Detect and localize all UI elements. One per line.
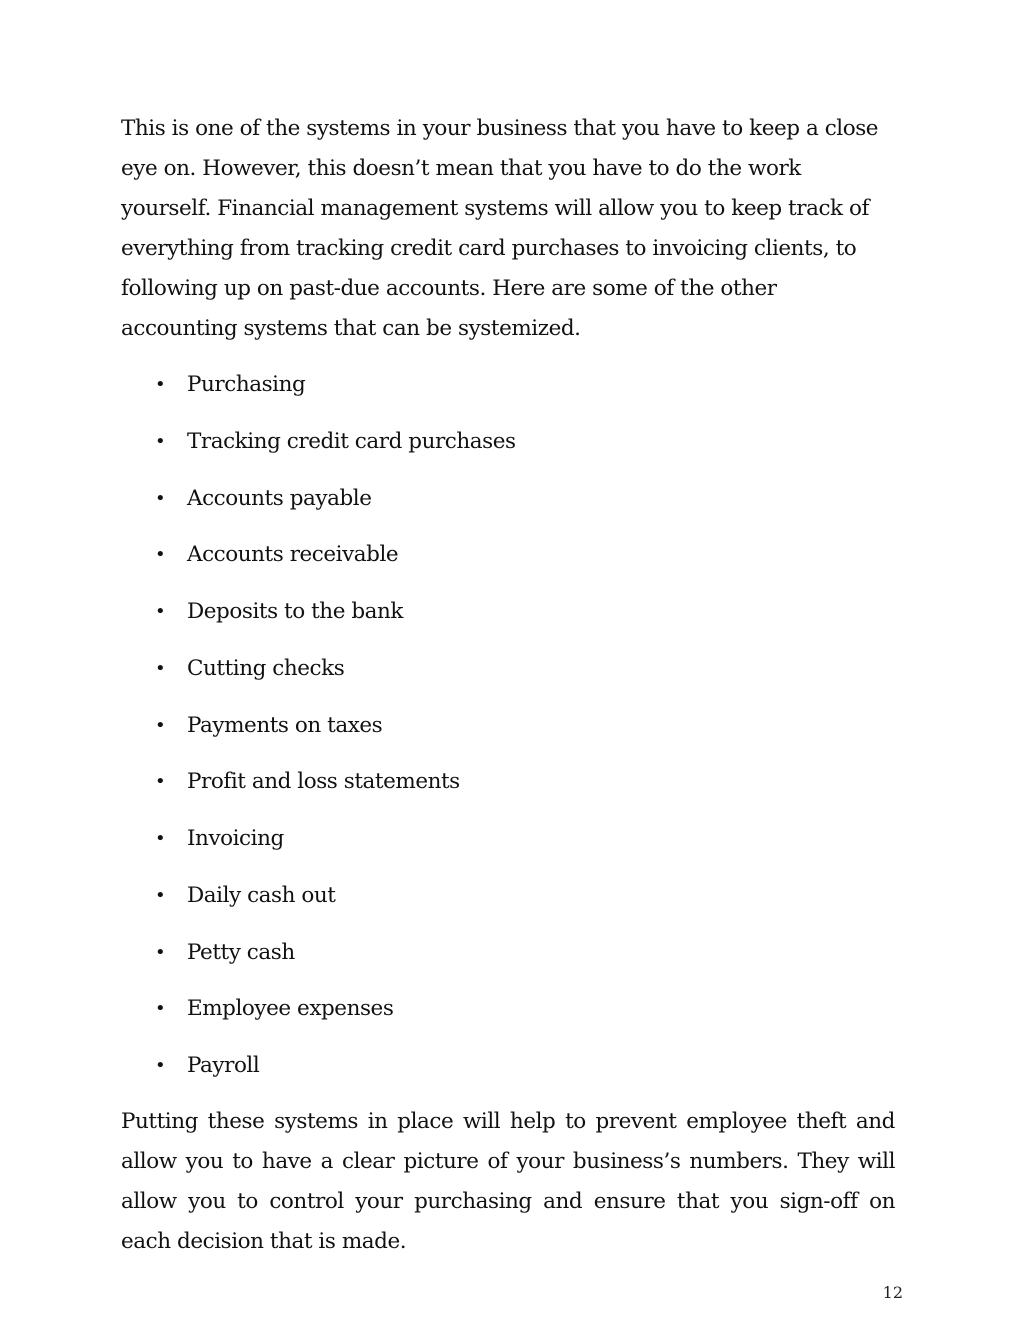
list-item: [0, 649, 1024, 706]
list-item-text: Petty cash: [187, 939, 295, 965]
list-item-text: Cutting checks: [187, 655, 345, 681]
list-item: [0, 1046, 1024, 1103]
list-item-text: Employee expenses: [187, 996, 394, 1022]
bullet-icon: •: [155, 374, 166, 395]
list-item-text: Deposits to the bank: [187, 599, 404, 624]
intro-paragraph: This is one of the systems in your business that you have to keep a close eye on. However, this doesn’t mean that you have to do the work yourself. Financial management systems will allow you to keep track of everything from tracking credit card purchases to invoicing clients, to following up on past-due accounts. Here are some of the other accounting systems that can be systemized.: [121, 116, 879, 341]
bullet-icon: •: [155, 998, 166, 1020]
list-item: [0, 876, 1024, 933]
bullet-icon: •: [155, 601, 166, 622]
list-item-text: Purchasing: [187, 372, 306, 397]
bullet-icon: •: [155, 657, 166, 679]
list-item: [0, 365, 1024, 422]
list-item: [0, 706, 1024, 763]
bullet-icon: •: [155, 1055, 166, 1076]
list-item-text: Payroll: [187, 1053, 260, 1078]
bullet-icon: •: [155, 828, 166, 849]
list-item-text: Profit and loss statements: [187, 769, 460, 795]
bullet-icon: •: [155, 430, 166, 452]
list-item: [0, 422, 1024, 479]
list-item-text: Tracking credit card purchases: [187, 428, 516, 454]
bullet-icon: •: [155, 714, 166, 736]
closing-paragraph: Putting these systems in place will help to prevent employee theft and allow you to have a clear picture of your business’s numbers. They will allow you to control your purchasing and ensure that you sign-off on each decision that is made.: [121, 1109, 895, 1254]
list-item: [0, 479, 1024, 536]
list-item: [0, 819, 1024, 876]
bullet-icon: •: [155, 544, 166, 566]
list-item: [0, 592, 1024, 649]
list-item: [0, 989, 1024, 1046]
list-item-text: Accounts payable: [187, 485, 372, 511]
bullet-icon: •: [155, 487, 166, 509]
list-item-text: Invoicing: [187, 826, 284, 851]
bullet-icon: •: [155, 884, 166, 906]
page-number: 12: [882, 1283, 903, 1302]
list-item-text: Payments on taxes: [187, 712, 383, 738]
bullet-icon: •: [155, 771, 166, 793]
list-item: [0, 535, 1024, 592]
accounting-systems-list: [0, 365, 1024, 1103]
list-item: [0, 933, 1024, 990]
list-item: [0, 762, 1024, 819]
list-item-text: Daily cash out: [187, 882, 336, 908]
list-item-text: Accounts receivable: [187, 542, 399, 568]
bullet-icon: •: [155, 941, 166, 963]
